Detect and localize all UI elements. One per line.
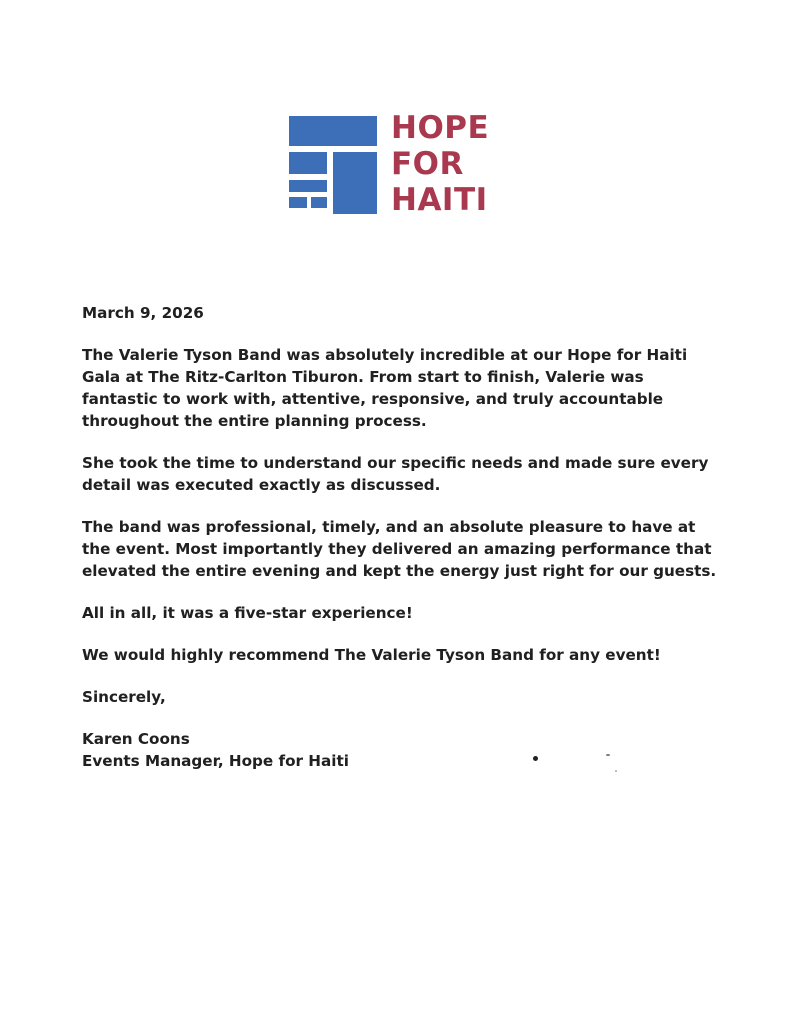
scan-speck: [606, 754, 610, 756]
logo-block-right: [333, 152, 377, 214]
letter-paragraph-5: We would highly recommend The Valerie Tyson Band for any event!: [82, 646, 661, 664]
letter-paragraph-3: The band was professional, timely, and an absolute pleasure to have at the event. Most importantly they delivered an amazing performance that elevated the entire evening and kept the energy just right for our guests.: [82, 518, 717, 580]
letter-paragraph-2: She took the time to understand our specific needs and made sure every detail was executed exactly as discussed.: [82, 454, 709, 494]
letter-signature: [82, 728, 722, 772]
hope-for-haiti-logo: [289, 110, 499, 218]
logo-block-left-b-2: [311, 197, 327, 208]
logo-block-left-a: [289, 180, 327, 192]
logo-block-left-b-1: [289, 197, 307, 208]
letter-closing: Sincerely,: [82, 688, 166, 706]
signer-name: Karen Coons: [82, 730, 190, 748]
signer-title: Events Manager, Hope for Haiti: [82, 752, 349, 770]
logo-wordmark: [391, 110, 489, 218]
letter-body: [82, 302, 722, 792]
logo-block-top: [289, 116, 377, 146]
letter-paragraph-1: The Valerie Tyson Band was absolutely incredible at our Hope for Haiti Gala at The Ritz-Carlton Tiburon. From start to finish, Valerie was fantastic to work with, attentive, responsive, and truly accountable throughout the entire planning process.: [82, 346, 688, 430]
logo-word-for: FOR: [391, 146, 464, 182]
scan-speck: [615, 770, 617, 772]
letter-paragraph-4: All in all, it was a five-star experience!: [82, 604, 413, 622]
logo-block-mid-left: [289, 152, 327, 174]
letter-date: March 9, 2026: [82, 304, 204, 322]
logo-mark-icon: [289, 116, 377, 214]
logo-word-hope: HOPE: [391, 110, 490, 146]
scan-speck: [533, 756, 538, 761]
logo-word-haiti: HAITI: [391, 182, 488, 218]
